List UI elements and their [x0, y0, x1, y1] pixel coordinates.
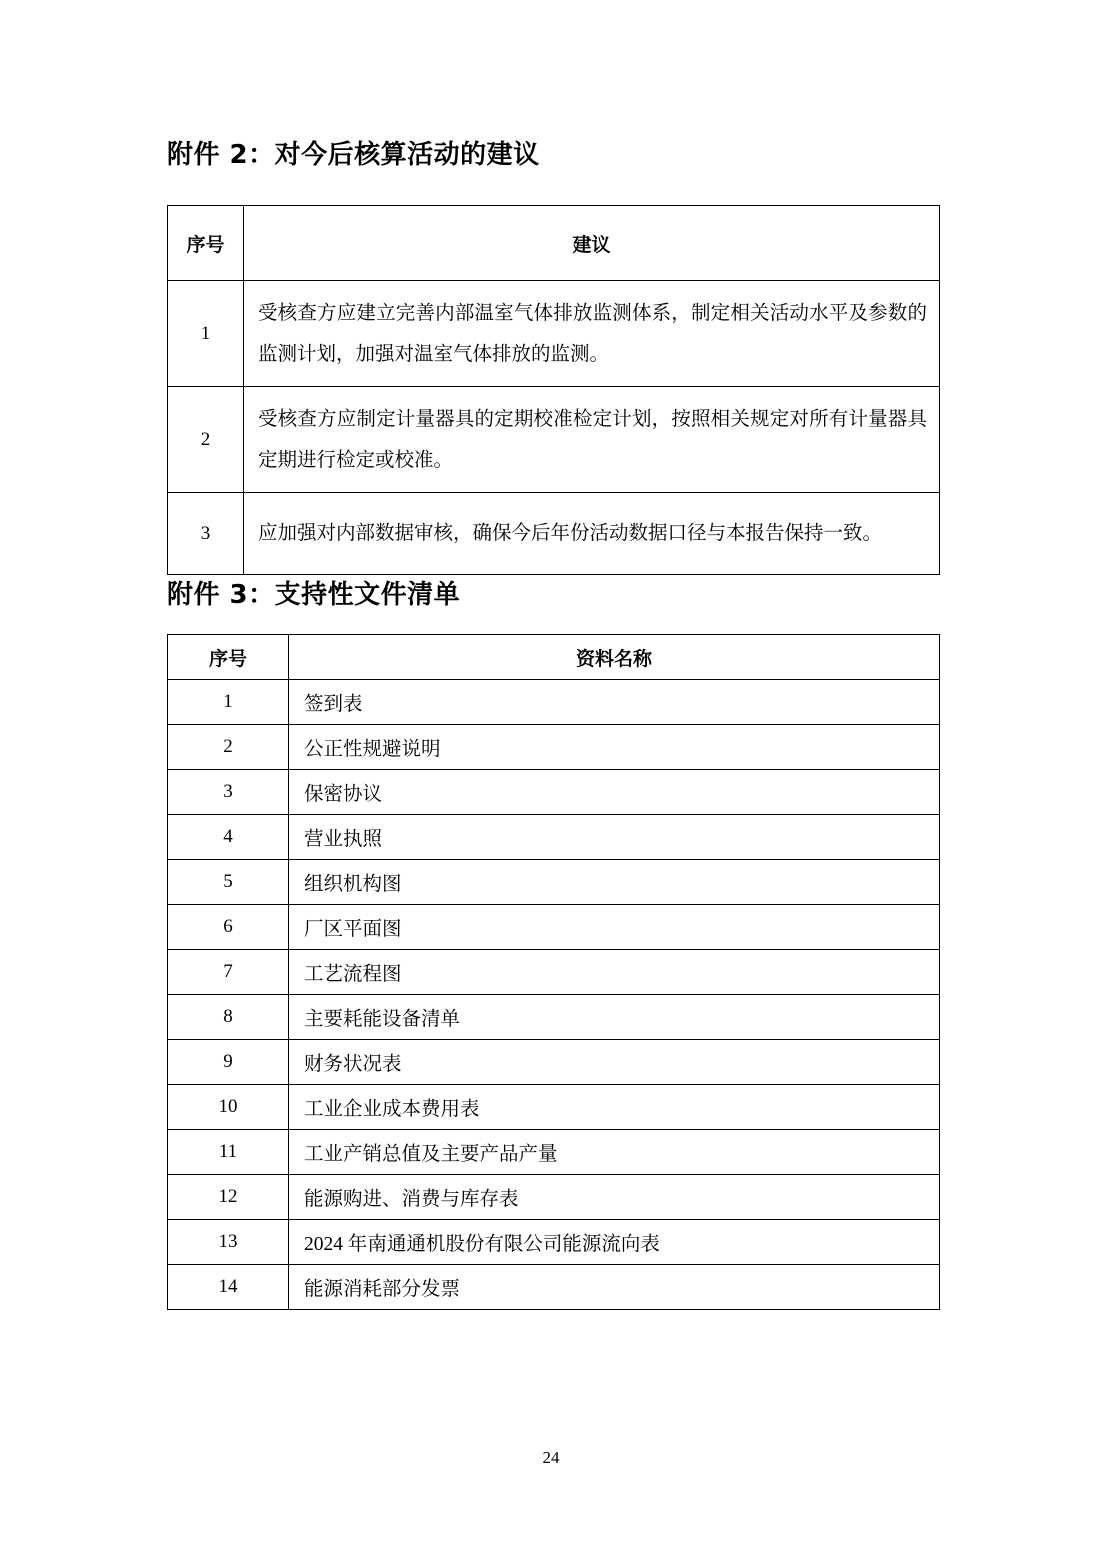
row-document-name: 能源购进、消费与库存表	[289, 1175, 940, 1220]
table-row	[168, 387, 940, 493]
table-body	[168, 281, 940, 575]
row-recommendation-text: 受核查方应制定计量器具的定期校准检定计划，按照相关规定对所有计量器具定期进行检定或校准。	[244, 387, 940, 493]
table-row	[168, 995, 940, 1040]
row-document-name: 工业企业成本费用表	[289, 1085, 940, 1130]
row-sequence-number: 2	[168, 387, 244, 493]
row-sequence-number: 5	[168, 860, 289, 905]
row-document-name: 保密协议	[289, 770, 940, 815]
table-row	[168, 493, 940, 575]
row-sequence-number: 10	[168, 1085, 289, 1130]
table-row	[168, 860, 940, 905]
row-document-name: 厂区平面图	[289, 905, 940, 950]
row-document-name: 签到表	[289, 680, 940, 725]
table-row	[168, 725, 940, 770]
column-header-document-name: 资料名称	[289, 635, 940, 680]
column-header-sequence: 序号	[168, 635, 289, 680]
row-sequence-number: 11	[168, 1130, 289, 1175]
row-recommendation-text: 受核查方应建立完善内部温室气体排放监测体系，制定相关活动水平及参数的监测计划，加强对温室气体排放的监测。	[244, 281, 940, 387]
table-row	[168, 1130, 940, 1175]
row-sequence-number: 2	[168, 725, 289, 770]
table-header	[168, 206, 940, 281]
table-body	[168, 680, 940, 1310]
row-sequence-number: 12	[168, 1175, 289, 1220]
row-sequence-number: 13	[168, 1220, 289, 1265]
row-sequence-number: 8	[168, 995, 289, 1040]
table-row	[168, 770, 940, 815]
row-document-name: 主要耗能设备清单	[289, 995, 940, 1040]
table-row	[168, 680, 940, 725]
row-sequence-number: 7	[168, 950, 289, 995]
row-document-name: 2024 年南通通机股份有限公司能源流向表	[289, 1220, 940, 1265]
row-document-name: 营业执照	[289, 815, 940, 860]
section-heading-appendix-3: 附件 3：支持性文件清单	[167, 580, 461, 610]
row-sequence-number: 6	[168, 905, 289, 950]
table-row	[168, 1220, 940, 1265]
recommendations-table	[167, 205, 940, 575]
table-row	[168, 815, 940, 860]
page-number: 24	[542, 1448, 560, 1467]
row-sequence-number: 3	[168, 493, 244, 575]
table-row	[168, 1265, 940, 1310]
table-header-row	[168, 206, 940, 281]
row-recommendation-text: 应加强对内部数据审核，确保今后年份活动数据口径与本报告保持一致。	[244, 493, 940, 575]
table-row	[168, 950, 940, 995]
row-document-name: 能源消耗部分发票	[289, 1265, 940, 1310]
column-header-sequence: 序号	[168, 206, 244, 281]
table-row	[168, 1175, 940, 1220]
row-document-name: 公正性规避说明	[289, 725, 940, 770]
table-header	[168, 635, 940, 680]
row-sequence-number: 14	[168, 1265, 289, 1310]
column-header-recommendation: 建议	[244, 206, 940, 281]
table-row	[168, 1085, 940, 1130]
table-row	[168, 1040, 940, 1085]
table-row	[168, 905, 940, 950]
table-row	[168, 281, 940, 387]
row-sequence-number: 4	[168, 815, 289, 860]
row-sequence-number: 1	[168, 281, 244, 387]
row-sequence-number: 9	[168, 1040, 289, 1085]
row-sequence-number: 1	[168, 680, 289, 725]
row-document-name: 财务状况表	[289, 1040, 940, 1085]
row-sequence-number: 3	[168, 770, 289, 815]
section-heading-appendix-2: 附件 2：对今后核算活动的建议	[167, 140, 540, 170]
table-header-row	[168, 635, 940, 680]
supporting-documents-table	[167, 634, 940, 1310]
row-document-name: 工业产销总值及主要产品产量	[289, 1130, 940, 1175]
row-document-name: 工艺流程图	[289, 950, 940, 995]
row-document-name: 组织机构图	[289, 860, 940, 905]
